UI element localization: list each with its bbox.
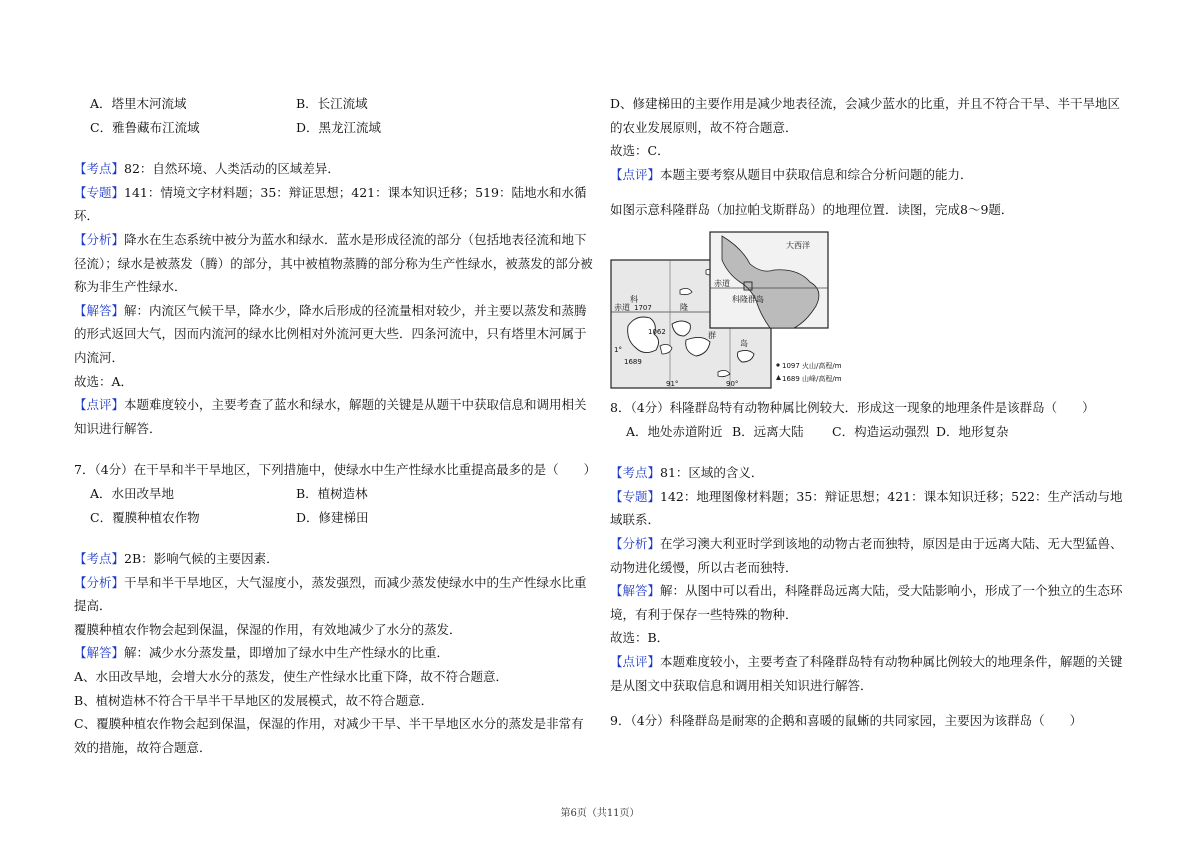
volcano-1707-label: 1707 [634, 303, 652, 312]
jieda-tag: 【解答】 [610, 583, 661, 599]
latitude-label: 1° [614, 345, 622, 354]
q8-stem: 8．（4分）科隆群岛特有动物种属比例较大．形成这一现象的地理条件是该群岛（ ） [610, 399, 1095, 415]
kaodian-tag: 【考点】 [610, 465, 661, 481]
jieda-tag: 【解答】 [74, 302, 125, 318]
q6-dianping: 【点评】本题难度较小，主要考查了蓝水和绿水，解题的关键是从题干中获取信息和调用相关知识进行解答． [74, 397, 587, 436]
q6-option-b[interactable]: B．长江流域 [296, 96, 368, 111]
q8-fenxi: 【分析】在学习澳大利亚时学到该地的动物古老而独特，原因是由于远离大陆、无大型猛兽、动物进化缓慢，所以古老而独特． [610, 535, 1123, 575]
q9-stem: 9．（4分）科隆群岛是耐寒的企鹅和喜暖的鼠蜥的共同家园，主要因为该群岛（ ） [610, 713, 1083, 729]
q7-options-row-1 [74, 482, 594, 506]
map-char-long: 隆 [680, 302, 688, 312]
longitude-91-label: 91° [666, 379, 679, 388]
kaodian-tag: 【考点】 [74, 551, 125, 567]
q6-options-row-2 [74, 116, 594, 140]
volcano-legend-icon [776, 363, 779, 366]
page-footer: 第6页（共11页） [560, 808, 640, 819]
kaodian-tag: 【考点】 [74, 161, 125, 177]
legend-peak: 1689 山峰/高程/m [782, 374, 842, 383]
q7-analysis-b: B、植树造林不符合干旱半干旱地区的发展模式，故不符合题意． [74, 692, 434, 708]
zhuanti-tag: 【专题】 [74, 184, 125, 200]
q7-option-d[interactable]: D．修建梯田 [296, 509, 369, 525]
q8-zhuanti: 【专题】142：地理图像材料题；35：辩证思想；421：课本知识迁移；522：生产活动与地域联系． [610, 488, 1123, 528]
q8-kaodian: 【考点】81：区域的含义． [610, 465, 764, 481]
dianping-tag: 【点评】 [610, 653, 661, 669]
ocean-label: 大西洋 [786, 240, 810, 250]
dianping-tag: 【点评】 [74, 397, 125, 413]
main-equator-label: 赤道 [614, 302, 630, 312]
q8-intro: 如图示意科隆群岛（加拉帕戈斯群岛）的地理位置．读图，完成8～9题． [610, 202, 1014, 218]
peak-legend-icon [776, 375, 781, 380]
q7-analysis-a: A、水田改旱地，会增大水分的蒸发，使生产性绿水比重下降，故不符合题意． [74, 669, 509, 685]
fenxi-tag: 【分析】 [610, 535, 661, 551]
map-char-ke: 科 [630, 294, 638, 304]
q7-option-b[interactable]: B．植树造林 [296, 485, 368, 501]
q6-option-c[interactable]: C．雅鲁藏布江流域 [90, 119, 200, 135]
inset-equator-label: 赤道 [714, 278, 730, 288]
q6-fenxi: 【分析】降水在生态系统中被分为蓝水和绿水．蓝水是形成径流的部分（包括地表径流和地下径流）；绿水是被蒸发（腾）的部分，其中被植物蒸腾的部分称为生产性绿水，被蒸发的部分被称为非生产性绿水． [74, 231, 593, 295]
q6-jieda: 【解答】解：内流区气候干旱，降水少，降水后形成的径流量相对较少，并主要以蒸发和蒸腾的形式返回大气，因而内流河的绿水比例相对外流河更大些．四条河流中，只有塔里木河属于内流河． [74, 302, 587, 365]
map-char-dao: 岛 [740, 338, 748, 348]
peak-1689-label: 1689 [624, 357, 642, 366]
q6-options-row-1 [74, 92, 594, 116]
q7-option-a[interactable]: A．水田改旱地 [90, 485, 175, 501]
q7-fenxi-2: 覆膜种植农作物会起到保温，保湿的作用，有效地减少了水分的蒸发． [74, 621, 462, 637]
q7-option-c[interactable]: C．覆膜种植农作物 [90, 509, 200, 525]
q7-analysis-d: D、修建梯田的主要作用是减少地表径流，会减少蓝水的比重，并且不符合干旱、半干旱地区的农业发展原则，故不符合题意． [610, 96, 1121, 135]
q7-analysis-c: C、覆膜种植农作物会起到保温，保湿的作用，对减少干旱、半干旱地区水分的蒸发是非常有效的措施，故符合题意． [74, 716, 584, 755]
map-char-qun: 群 [708, 330, 716, 340]
dianping-tag: 【点评】 [610, 166, 661, 182]
legend-volcano: 1097 火山/高程/m [782, 361, 842, 370]
galapagos-map [610, 230, 880, 390]
jieda-tag: 【解答】 [74, 645, 125, 661]
q8-option-a[interactable]: A．地处赤道附近 [626, 423, 723, 439]
q8-option-c[interactable]: C．构造运动强烈 [832, 423, 930, 439]
q7-stem: 7．（4分）在干旱和半干旱地区，下列措施中，使绿水中生产性绿水比重提高最多的是（ ） [74, 462, 597, 478]
q6-answer: 故选：A． [74, 373, 134, 389]
q8-dianping: 【点评】本题难度较小，主要考查了科隆群岛特有动物种属比例较大的地理条件，解题的关键是从图文中获取信息和调用相关知识进行解答． [610, 653, 1123, 693]
q7-dianping: 【点评】本题主要考察从题目中获取信息和综合分析问题的能力． [610, 166, 973, 182]
right-column [610, 92, 1130, 733]
longitude-90-label: 90° [726, 379, 739, 388]
galapagos-map-figure [610, 230, 880, 390]
left-column [74, 92, 597, 759]
fenxi-tag: 【分析】 [74, 231, 125, 247]
fenxi-tag: 【分析】 [74, 574, 125, 590]
q8-jieda: 【解答】解：从图中可以看出，科隆群岛远离大陆，受大陆影响小，形成了一个独立的生态环境，有利于保存一些特殊的物种． [610, 583, 1123, 622]
q8-options-row [610, 420, 1130, 444]
q7-options-row-2 [74, 506, 594, 530]
q6-zhuanti: 【专题】141：情境文字材料题；35：辩证思想；421：课本知识迁移；519：陆地水和水循环． [74, 184, 587, 224]
q6-option-a[interactable]: A．塔里木河流域 [90, 96, 187, 111]
q7-answer: 故选：C． [610, 143, 670, 159]
q6-kaodian: 【考点】82：自然环境、人类活动的区域差异． [74, 161, 340, 177]
q7-fenxi: 【分析】干旱和半干旱地区，大气湿度小，蒸发强烈，而减少蒸发使绿水中的生产性绿水比重提高． [74, 574, 587, 614]
volcano-1062-label: 1062 [648, 327, 666, 336]
q8-answer: 故选：B． [610, 630, 670, 646]
zhuanti-tag: 【专题】 [610, 488, 661, 504]
inset-islands-label: 科隆群岛 [732, 294, 764, 304]
q8-option-d[interactable]: D．地形复杂 [936, 423, 1009, 439]
q7-kaodian: 【考点】2B：影响气候的主要因素． [74, 551, 279, 567]
q7-jieda: 【解答】解：减少水分蒸发量，即增加了绿水中生产性绿水的比重． [74, 645, 450, 661]
q8-option-b[interactable]: B．远离大陆 [732, 423, 804, 439]
q6-option-d[interactable]: D．黑龙江流域 [296, 119, 382, 135]
